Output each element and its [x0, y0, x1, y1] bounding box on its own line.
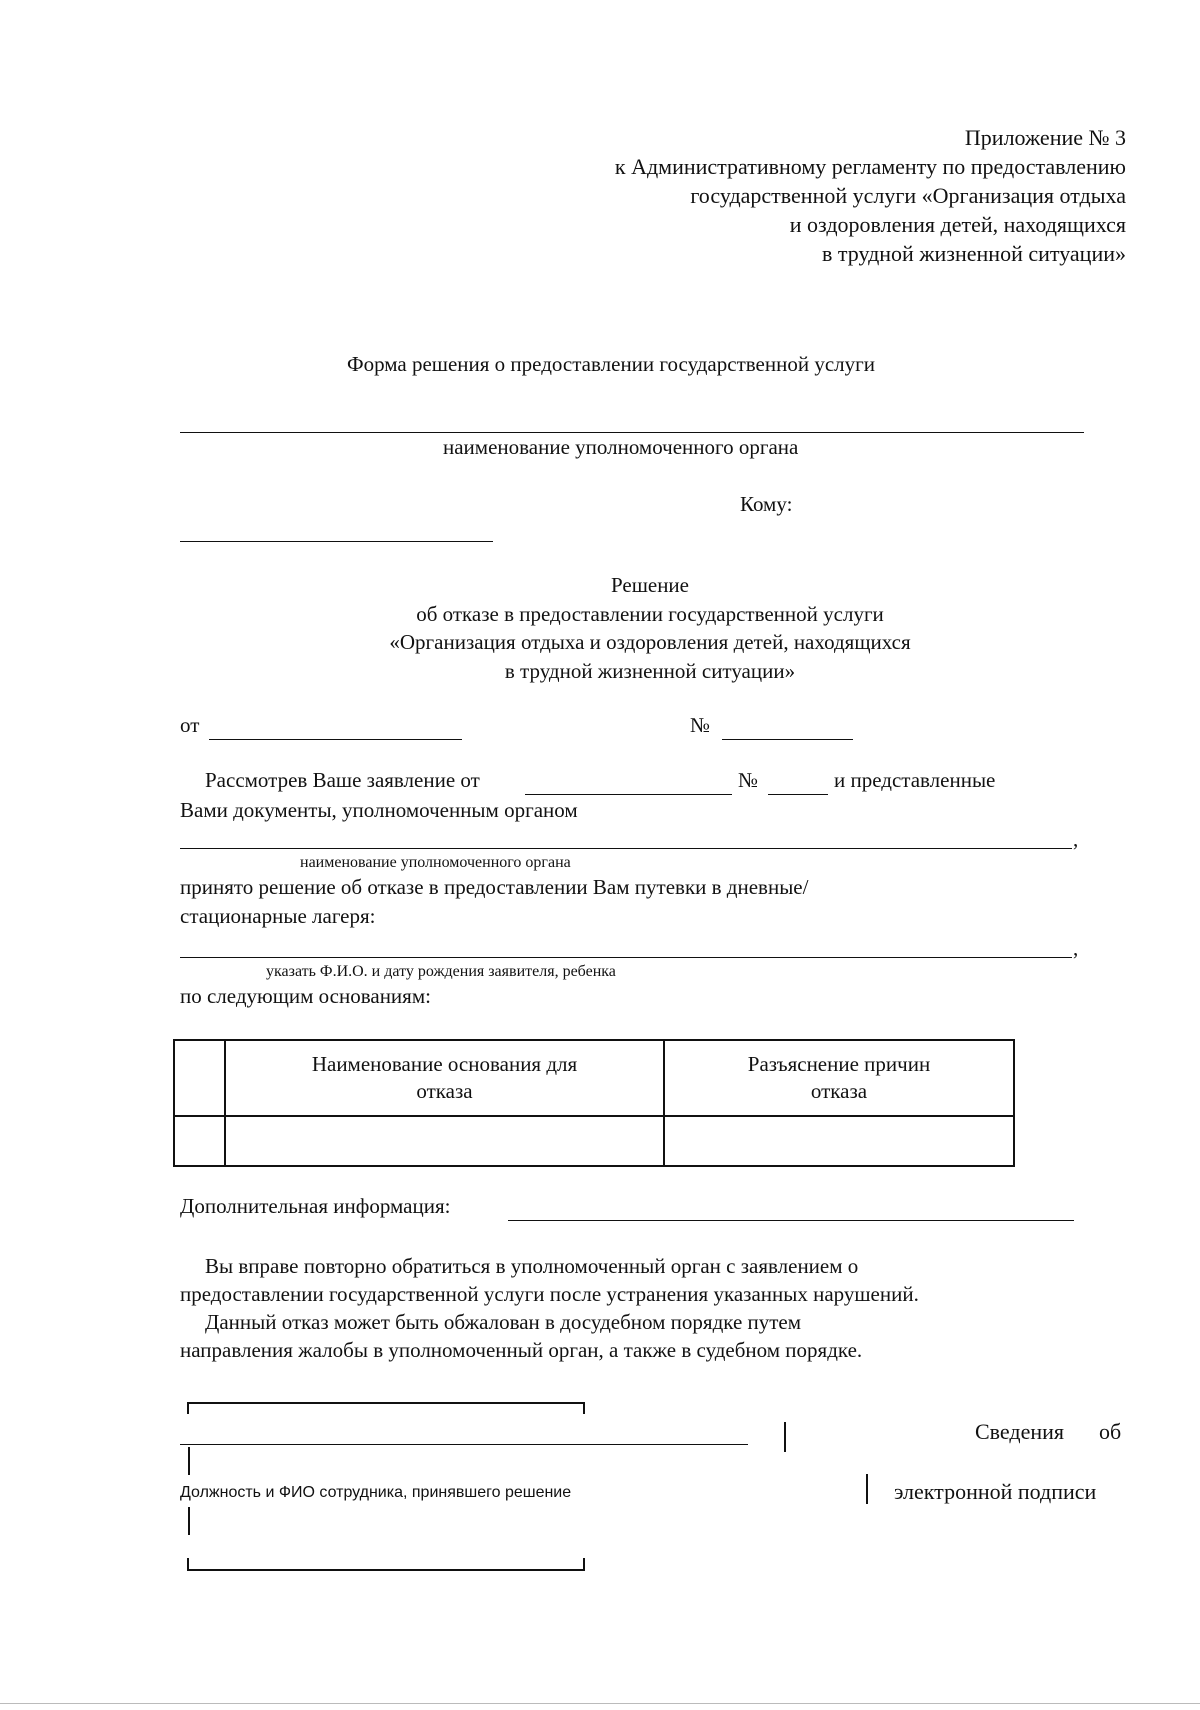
- authority-name-field[interactable]: [180, 848, 1072, 849]
- accepted-line1: принято решение об отказе в предоставлении Вам путевки в дневные/: [180, 875, 809, 899]
- person-caption: указать Ф.И.О. и дату рождения заявителя, ребенка: [266, 963, 616, 980]
- signature-divider: [866, 1474, 868, 1504]
- date-label: от: [180, 713, 200, 737]
- application-date-field[interactable]: [525, 794, 732, 795]
- to-label: Кому:: [740, 492, 793, 516]
- additional-label: Дополнительная информация:: [180, 1194, 451, 1218]
- decision-line: «Организация отдыха и оздоровления детей, находящихся: [389, 630, 911, 654]
- authority-line[interactable]: [180, 432, 1084, 433]
- signature-frame-corner: [583, 1402, 585, 1414]
- authority-caption-small: наименование уполномоченного органа: [300, 854, 571, 871]
- annex-line: к Административному регламенту по предоставлению: [614, 154, 1126, 179]
- addressee-line[interactable]: [180, 541, 493, 542]
- decision-line: в трудной жизненной ситуации»: [504, 658, 796, 683]
- signature-frame-top: [187, 1402, 585, 1404]
- signature-frame-left: [188, 1507, 190, 1535]
- esign-line1-b: об: [1099, 1419, 1122, 1444]
- esign-line1-a: Сведения: [975, 1419, 1065, 1444]
- notice-line4: направления жалобы в уполномоченный орган, а также в судебном порядке.: [180, 1338, 863, 1362]
- decision-date-field[interactable]: [209, 739, 462, 740]
- authority-caption: наименование уполномоченного органа: [443, 435, 799, 459]
- scan-edge: [0, 1703, 1200, 1704]
- decision-title: [300, 571, 1000, 685]
- number-label: №: [690, 713, 711, 737]
- table-header-explanation: [664, 1040, 1014, 1116]
- esign-line2: электронной подписи: [894, 1479, 1097, 1504]
- table-cell-explanation[interactable]: [664, 1116, 1014, 1166]
- signature-frame-bottom: [187, 1569, 585, 1571]
- table-header-reason-line1: Наименование основания для: [311, 1052, 578, 1076]
- decision-line: Решение: [610, 573, 689, 597]
- person-field[interactable]: [180, 957, 1072, 958]
- considered-number-label: №: [738, 768, 759, 792]
- table-header-index: [174, 1040, 225, 1116]
- trailing-comma: ,: [1073, 827, 1079, 851]
- annex-line: и оздоровления детей, находящихся: [789, 212, 1126, 237]
- decision-number-field[interactable]: [722, 739, 853, 740]
- notice-line1: Вы вправе повторно обратиться в уполномоченный орган с заявлением о: [205, 1254, 859, 1278]
- table-cell-reason[interactable]: [225, 1116, 664, 1166]
- grounds-label: по следующим основаниям:: [180, 984, 431, 1008]
- table-header-explanation-line1: Разъяснение причин: [747, 1052, 931, 1076]
- additional-info-field[interactable]: [508, 1220, 1074, 1221]
- table-header-explanation-line2: отказа: [810, 1079, 868, 1103]
- signature-position-caption: Должность и ФИО сотрудника, принявшего решение: [180, 1484, 572, 1501]
- signature-position-field[interactable]: [180, 1444, 748, 1445]
- table-header-row: [174, 1040, 1014, 1116]
- table-cell-index[interactable]: [174, 1116, 225, 1166]
- table-header-reason: [225, 1040, 664, 1116]
- table-header-reason-line2: отказа: [416, 1079, 473, 1103]
- annex-header: [615, 123, 1126, 268]
- considered-suffix: и представленные: [834, 768, 996, 792]
- accepted-line2: стационарные лагеря:: [180, 904, 376, 928]
- notice-line3: Данный отказ может быть обжалован в досудебном порядке путем: [205, 1310, 802, 1334]
- considered-line2: Вами документы, уполномоченным органом: [180, 798, 578, 822]
- application-number-field[interactable]: [768, 794, 828, 795]
- form-title: Форма решения о предоставлении государственной услуги: [347, 352, 875, 376]
- decision-line: об отказе в предоставлении государственной услуги: [416, 601, 884, 626]
- signature-frame-corner: [187, 1402, 189, 1414]
- annex-line: государственной услуги «Организация отдыха: [690, 183, 1126, 208]
- considered-prefix: Рассмотрев Ваше заявление от: [205, 768, 480, 792]
- annex-line: в трудной жизненной ситуации»: [821, 241, 1126, 266]
- trailing-comma-2: ,: [1073, 936, 1079, 960]
- signature-frame-left: [188, 1447, 190, 1475]
- reasons-table: [173, 1039, 1015, 1167]
- table-row: [174, 1116, 1014, 1166]
- annex-line: Приложение № 3: [964, 125, 1126, 150]
- notice-line2: предоставлении государственной услуги после устранения указанных нарушений.: [180, 1282, 919, 1306]
- signature-divider: [784, 1422, 786, 1452]
